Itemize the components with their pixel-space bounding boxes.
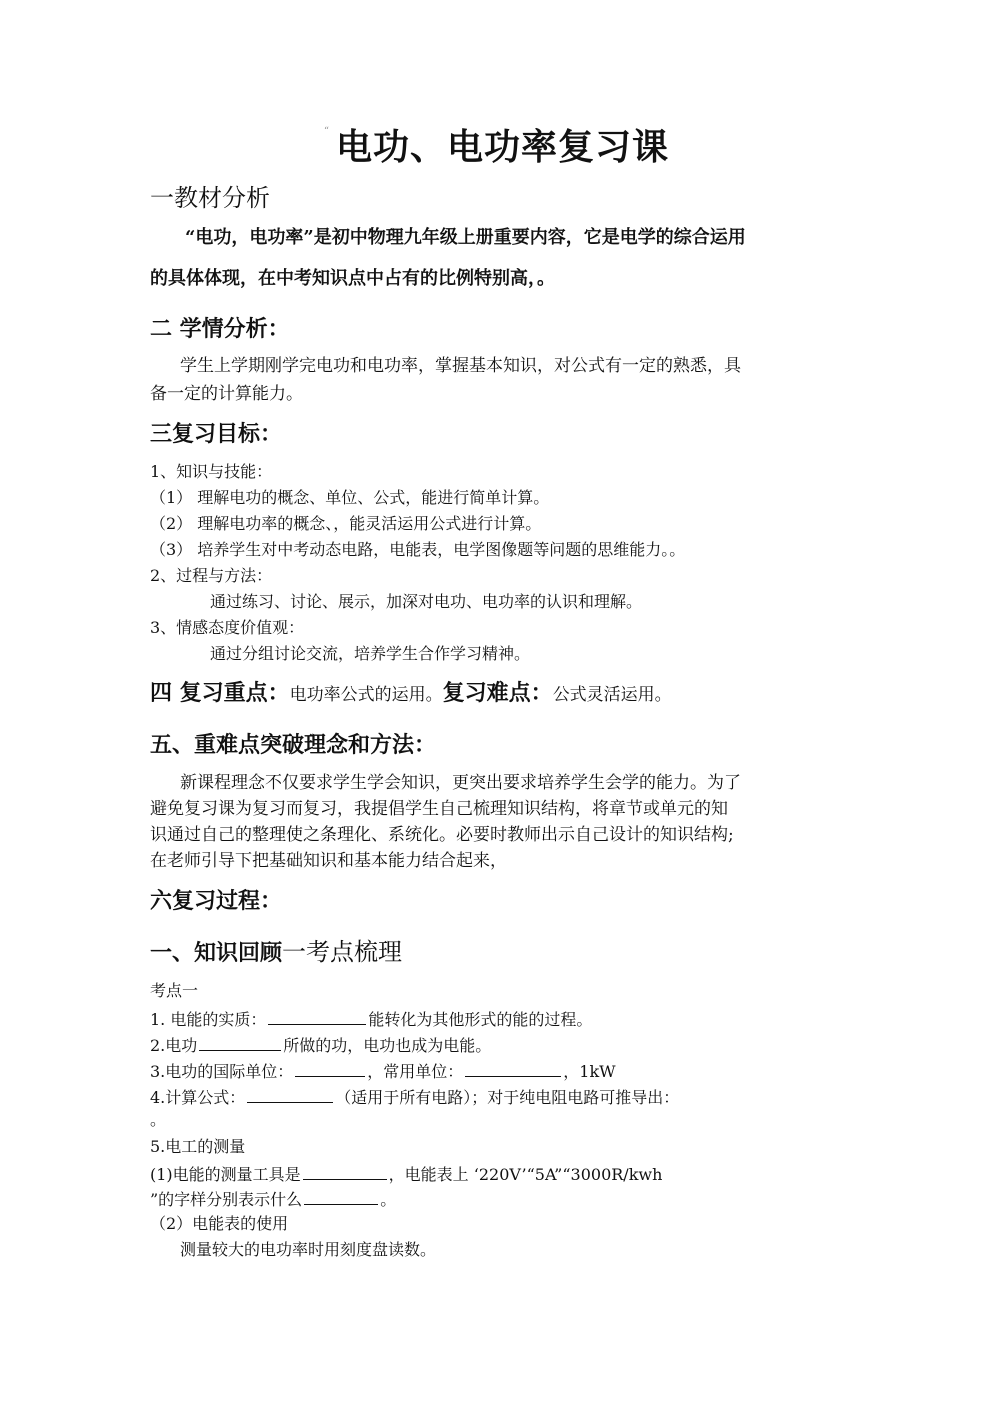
title-mark: “ bbox=[323, 126, 331, 137]
question-4-text-b: （适用于所有电路）；对于纯电阻电路可推导出： bbox=[335, 1088, 680, 1107]
question-2-text-a: 2.电功 bbox=[150, 1036, 198, 1055]
section-5-paragraph-line-2: 避免复习课为复习而复习，我提倡学生自己梳理知识结构，将章节或单元的知 bbox=[150, 799, 728, 819]
key-point-text: 电功率公式的运用。 bbox=[289, 685, 443, 705]
question-4 bbox=[150, 1086, 679, 1107]
question-5-1-cont bbox=[150, 1188, 396, 1209]
question-5: 5.电工的测量 bbox=[150, 1137, 246, 1156]
question-5-1-text-c: ”的字样分别表示什么 bbox=[150, 1190, 303, 1209]
question-1 bbox=[150, 1008, 592, 1029]
question-5-3: 测量较大的电功率时用刻度盘读数。 bbox=[180, 1240, 437, 1259]
objective-line-3: （2） 理解电功率的概念、，能灵活运用公式进行计算。 bbox=[150, 514, 542, 533]
question-2-text-b: 所做的功，电功也成为电能。 bbox=[283, 1036, 492, 1055]
question-1-text-b: 能转化为其他形式的能的过程。 bbox=[368, 1010, 593, 1029]
section-4-line bbox=[150, 680, 672, 706]
question-3-text-a: 3.电功的国际单位： bbox=[150, 1062, 294, 1081]
answer-blank[interactable] bbox=[304, 1188, 378, 1205]
question-5-2: （2）电能表的使用 bbox=[150, 1214, 289, 1233]
objective-line-7: 3、情感态度价值观： bbox=[150, 618, 305, 637]
question-5-1-text-b: ，电能表上 ‘220V’“5A”“3000R/kwh bbox=[388, 1165, 663, 1184]
objective-line-1: 1、知识与技能： bbox=[150, 462, 273, 481]
title-text: 电功、电功率复习课 bbox=[336, 126, 670, 168]
section-1-heading: 一教材分析 bbox=[150, 184, 270, 212]
page-title bbox=[0, 126, 993, 169]
kaodian-label: 考点一 bbox=[150, 981, 199, 1000]
objective-line-5: 2、过程与方法： bbox=[150, 566, 273, 585]
difficulty-text: 公式灵活运用。 bbox=[552, 685, 672, 705]
section-1-paragraph-line-2: 的具体体现，在中考知识点中占有的比例特别高，。 bbox=[150, 268, 555, 289]
section-7-heading-bold: 一、知识回顾 bbox=[150, 940, 283, 966]
section-2-heading: 二 学情分析： bbox=[150, 316, 290, 342]
answer-blank[interactable] bbox=[465, 1060, 561, 1077]
answer-blank[interactable] bbox=[295, 1060, 365, 1077]
question-5-1 bbox=[150, 1163, 662, 1184]
question-3 bbox=[150, 1060, 616, 1081]
question-3-text-c: ，1kW bbox=[563, 1062, 616, 1081]
section-6-heading: 六复习过程： bbox=[150, 888, 283, 914]
section-2-paragraph-line-1: 学生上学期刚学完电功和电功率，掌握基本知识，对公式有一定的熟悉，具 bbox=[180, 356, 741, 376]
question-5-1-text-d: 。 bbox=[380, 1190, 397, 1209]
question-1-text-a: 1. 电能的实质： bbox=[150, 1010, 267, 1029]
question-3-text-b: ，常用单位： bbox=[367, 1062, 464, 1081]
difficulty-label: 复习难点： bbox=[442, 680, 553, 706]
answer-blank[interactable] bbox=[303, 1163, 387, 1180]
question-4-end: 。 bbox=[150, 1110, 167, 1129]
question-2 bbox=[150, 1034, 491, 1055]
objective-line-8: 通过分组讨论交流，培养学生合作学习精神。 bbox=[210, 644, 531, 663]
section-5-paragraph-line-4: 在老师引导下把基础知识和基本能力结合起来， bbox=[150, 851, 507, 871]
key-point-label: 四 复习重点： bbox=[150, 680, 290, 706]
answer-blank[interactable] bbox=[247, 1086, 333, 1103]
section-7-heading-rest: 一考点梳理 bbox=[282, 938, 403, 966]
answer-blank[interactable] bbox=[199, 1034, 281, 1051]
section-5-paragraph-line-1: 新课程理念不仅要求学生学会知识，更突出要求培养学生会学的能力。为了 bbox=[180, 773, 741, 793]
question-4-text-a: 4.计算公式： bbox=[150, 1088, 246, 1107]
section-2-paragraph-line-2: 备一定的计算能力。 bbox=[150, 384, 303, 404]
answer-blank[interactable] bbox=[268, 1008, 366, 1025]
objective-line-6: 通过练习、讨论、展示，加深对电功、电功率的认识和理解。 bbox=[210, 592, 643, 611]
section-5-paragraph-line-3: 识通过自己的整理使之条理化、系统化。必要时教师出示自己设计的知识结构; bbox=[150, 825, 734, 845]
question-5-1-text-a: (1)电能的测量工具是 bbox=[150, 1165, 301, 1184]
section-7-heading bbox=[150, 938, 402, 967]
objective-line-2: （1） 理解电功的概念、单位、公式，能进行简单计算。 bbox=[150, 488, 550, 507]
section-5-heading: 五、重难点突破理念和方法： bbox=[150, 732, 437, 758]
objective-line-4: （3） 培养学生对中考动态电路，电能表，电学图像题等问题的思维能力。。 bbox=[150, 540, 686, 559]
section-1-paragraph-line-1: “电功，电功率”是初中物理九年级上册重要内容，它是电学的综合运用 bbox=[185, 227, 746, 248]
section-3-heading: 三复习目标： bbox=[150, 421, 283, 447]
